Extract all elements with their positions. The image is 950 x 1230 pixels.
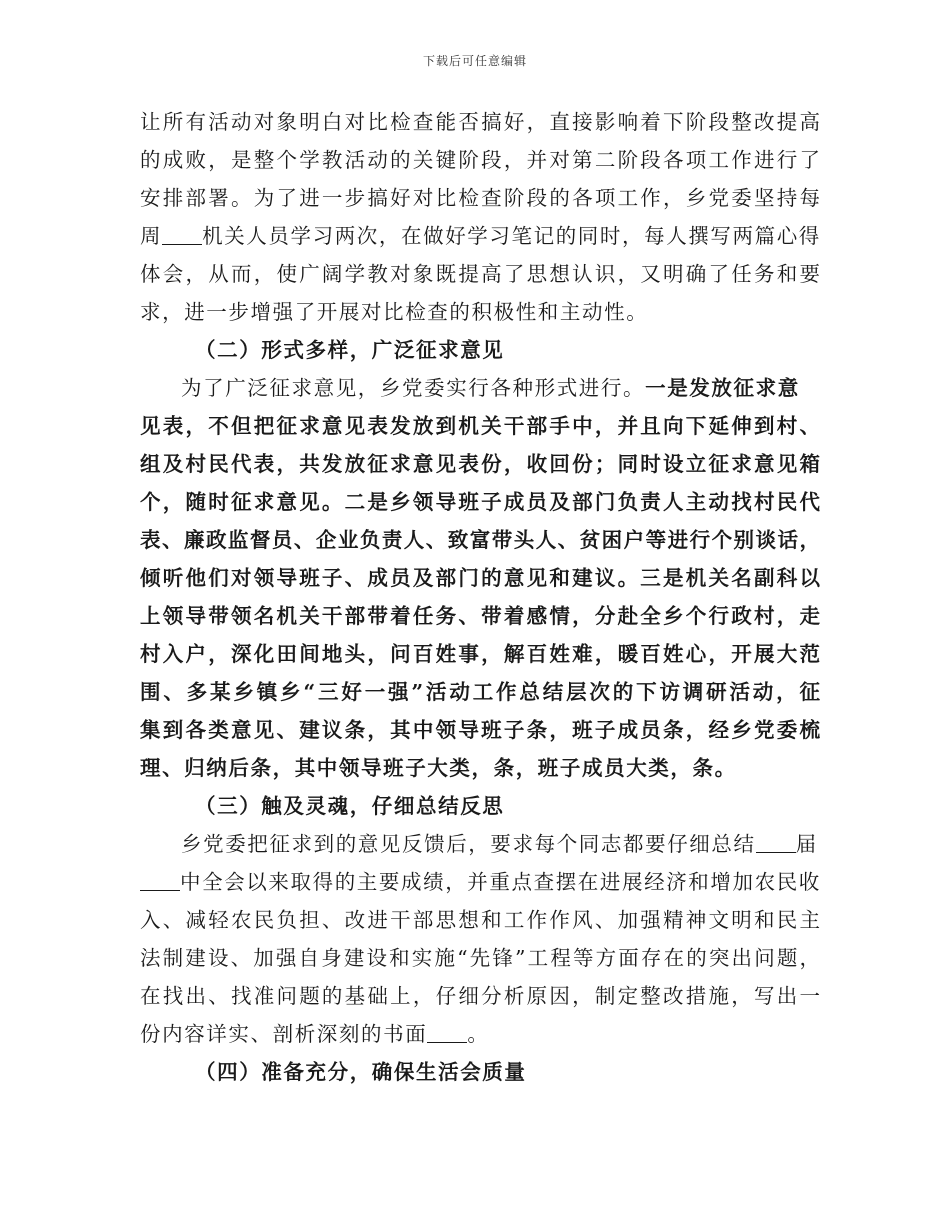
paragraph-line: 的成败，是整个学教活动的关键阶段，并对第二阶段各项工作进行了	[140, 148, 820, 172]
paragraph-line: 法制建设、加强自身建设和实施“先锋”工程等方面存在的突出问题，	[140, 946, 820, 970]
document-body	[140, 103, 820, 1091]
line-text: 周	[140, 224, 163, 248]
paragraph-line: 体会，从而，使广阔学教对象既提高了思想认识，又明确了任务和要	[140, 262, 820, 286]
paragraph-line	[140, 1015, 820, 1053]
fill-in-blank	[140, 870, 180, 892]
fill-in-blank	[427, 1022, 467, 1044]
paragraph-line: 村入户，深化田间地头，问百姓事，解百姓难，暖百姓心，开展大范	[140, 642, 820, 666]
paragraph-line: 集到各类意见、建议条，其中领导班子条，班子成员条，经乡党委梳	[140, 718, 820, 742]
paragraph-line: 求，进一步增强了开展对比检查的积极性和主动性。	[140, 300, 649, 324]
paragraph-line: 组及村民代表，共发放征求意见表份，收回份；同时设立征求意见箱	[140, 452, 820, 476]
paragraph-line	[140, 369, 820, 407]
paragraph-line: 个，随时征求意见。二是乡领导班子成员及部门负责人主动找村民代	[140, 490, 820, 514]
paragraph-line: 入、减轻农民负担、改进干部思想和工作作风、加强精神文明和民主	[140, 908, 820, 932]
line-text: 届	[795, 832, 818, 856]
paragraph-line: 在找出、找准问题的基础上，仔细分析原因，制定整改措施，写出一	[140, 984, 820, 1008]
line-text: 中全会以来取得的主要成绩，并重点查摆在进展经济和增加农民收	[180, 870, 821, 894]
paragraph-line: 见表，不但把征求意见表发放到机关干部手中，并且向下延伸到村、	[140, 414, 820, 438]
section-heading: （三）触及灵魂，仔细总结反思	[195, 794, 505, 818]
paragraph-line: 倾听他们对领导班子、成员及部门的意见和建议。三是机关名副科以	[140, 566, 820, 590]
section-heading: （二）形式多样，广泛征求意见	[195, 338, 505, 362]
paragraph-line: 让所有活动对象明白对比检查能否搞好，直接影响着下阶段整改提高	[140, 110, 820, 134]
bold-text: 一是发放征求意	[645, 376, 800, 400]
line-text: 为了广泛征求意见，乡党委实行各种形式进行。	[181, 376, 646, 400]
page-header: 下载后可任意编辑	[422, 54, 527, 68]
paragraph-line	[140, 217, 820, 255]
paragraph-line: 表、廉政监督员、企业负责人、致富带头人、贫困户等进行个别谈话，	[140, 528, 820, 552]
line-text: 份内容详实、剖析深刻的书面	[140, 1022, 428, 1046]
line-text: 乡党委把征求到的意见反馈后，要求每个同志都要仔细总结	[181, 832, 756, 856]
paragraph-line: 围、多某乡镇乡“三好一强”活动工作总结层次的下访调研活动，征	[140, 680, 820, 704]
line-text: 。	[467, 1022, 490, 1046]
fill-in-blank	[756, 832, 796, 854]
paragraph-line	[140, 825, 820, 863]
section-heading: （四）准备充分，确保生活会质量	[195, 1060, 527, 1084]
paragraph-line: 上领导带领名机关干部带着任务、带着感情，分赴全乡个行政村，走	[140, 604, 820, 628]
paragraph-line: 安排部署。为了进一步搞好对比检查阶段的各项工作，乡党委坚持每	[140, 186, 820, 210]
paragraph-line	[140, 863, 820, 901]
paragraph-line: 理、归纳后条，其中领导班子大类，条，班子成员大类，条。	[140, 756, 737, 780]
fill-in-blank	[162, 224, 202, 246]
line-text: 机关人员学习两次，在做好学习笔记的同时，每人撰写两篇心得	[202, 224, 821, 248]
